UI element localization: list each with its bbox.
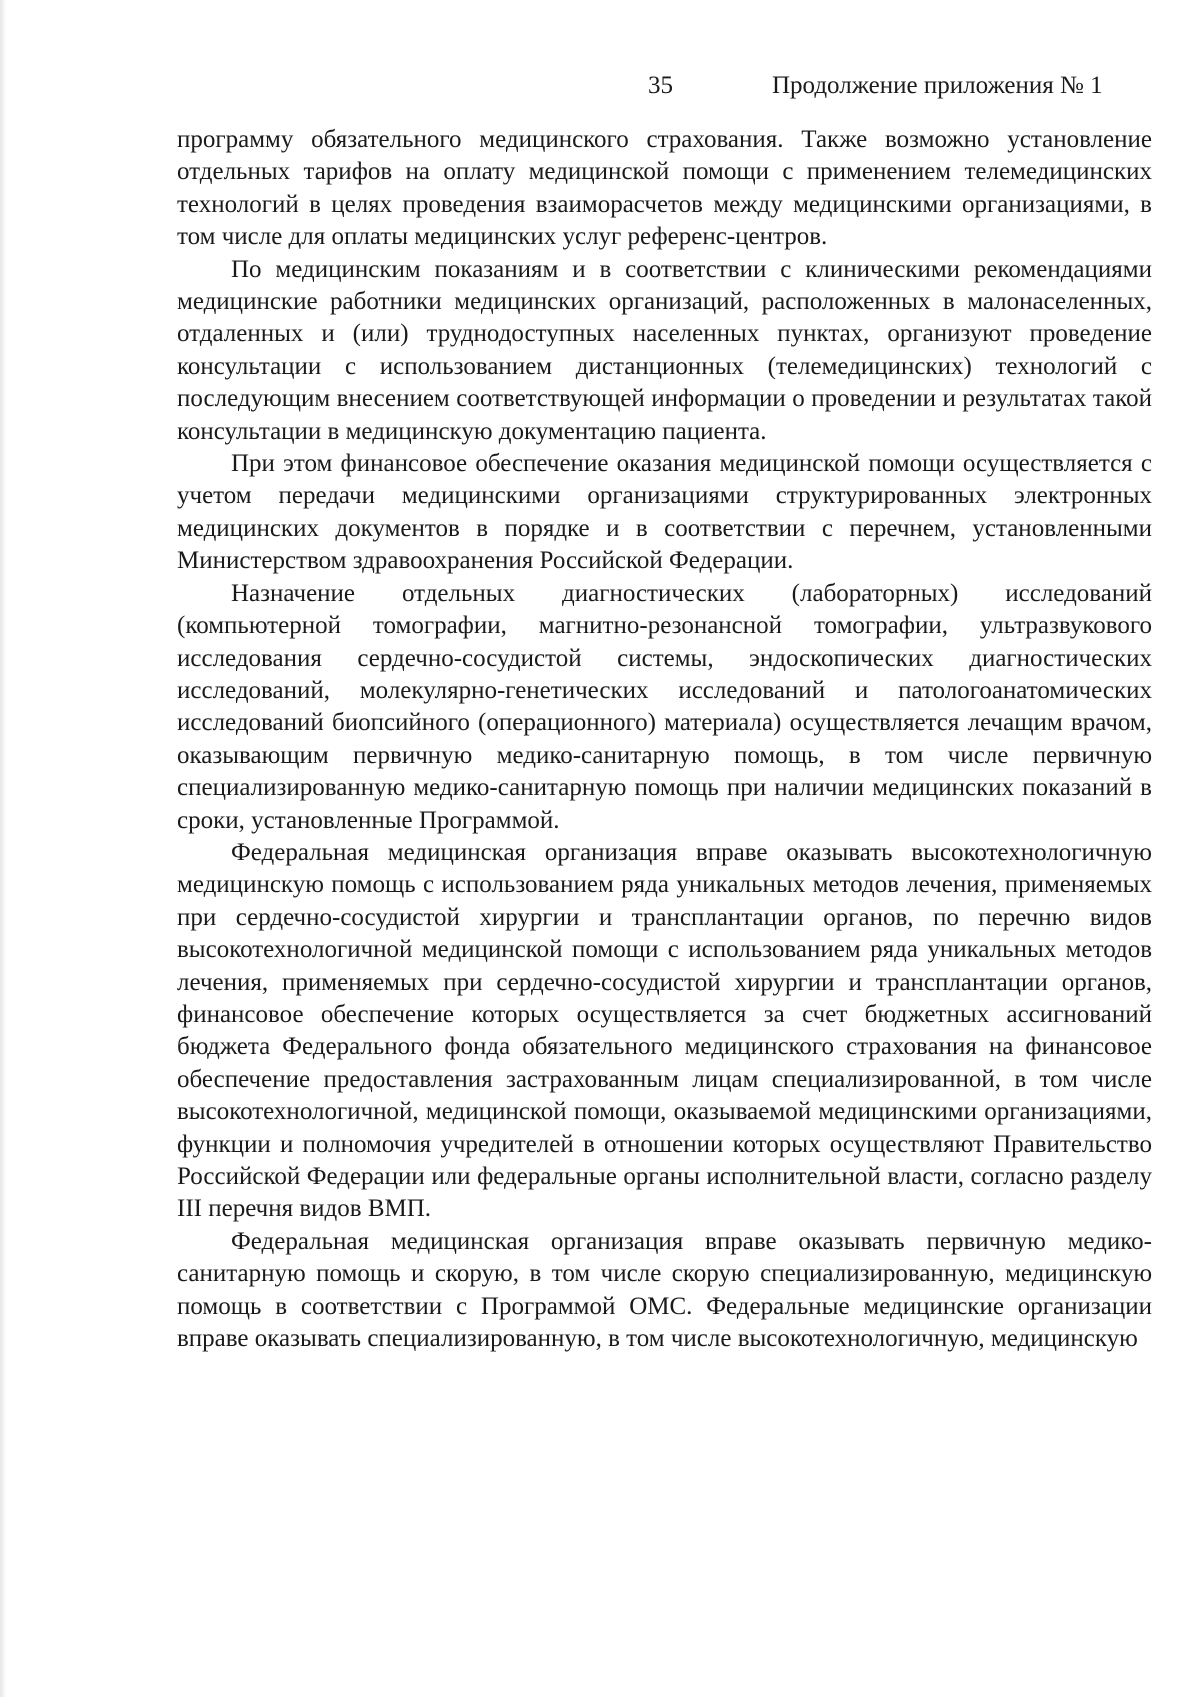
document-body bbox=[177, 124, 1152, 1355]
paragraph-primary-care: Федеральная медицинская организация вправе оказывать первичную медико-санитарную помощь и скорую, в том числе скорую специализированную, медицинскую помощь в соответствии с Программой ОМС. Федеральные медицинские организации вправе оказывать специализированную, в том числе высокотехнологичную, медицинскую bbox=[177, 1227, 1152, 1353]
page-header bbox=[0, 68, 1200, 104]
paragraph-high-tech-care: Федеральная медицинская организация вправе оказывать высокотехнологичную медицинскую помощь с использованием ряда уникальных методов лечения, применяемых при сердечно-сосудистой хирургии и трансплантации органов, по перечню видов высокотехнологичной медицинской помощи с использованием ряда уникальных методов лечения, применяемых при сердечно-сосудистой хирургии и трансплантации органов, финансовое обеспечение которых осуществляется за счет бюджетных ассигнований бюджета Федерального фонда обязательного медицинского страхования на финансовое обеспечение предоставления застрахованным лицам специализированной, в том числе высокотехнологичной, медицинской помощи, оказываемой медицинскими организациями, функции и полномочия учредителей в отношении которых осуществляют Правительство Российской Федерации или федеральные органы исполнительной власти, согласно разделу III перечня видов ВМП. bbox=[177, 838, 1152, 1223]
scan-edge-shadow bbox=[0, 0, 6, 1697]
appendix-continuation-label: Продолжение приложения № 1 bbox=[772, 72, 1103, 99]
paragraph-diagnostic-studies: Назначение отдельных диагностических (лабораторных) исследований (компьютерной томографии, магнитно-резонансной томографии, ультразвукового исследования сердечно-сосудистой системы, эндоскопических диагностических исследований, молекулярно-генетических исследований и патологоанатомических исследований биопсийного (операционного) материала) осуществляется лечащим врачом, оказывающим первичную медико-санитарную помощь, в том числе первичную специализированную медико-санитарную помощь при наличии медицинских показаний в сроки, установленные Программой. bbox=[177, 579, 1152, 834]
paragraph-continuation: программу обязательного медицинского страхования. Также возможно установление отдельных тарифов на оплату медицинской помощи с применением телемедицинских технологий в целях проведения взаиморасчетов между медицинскими организациями, в том числе для оплаты медицинских услуг референс-центров. bbox=[177, 126, 1152, 251]
page-number: 35 bbox=[648, 72, 673, 99]
paragraph-telemedicine-consultations: По медицинским показаниям и в соответствии с клиническими рекомендациями медицинские работники медицинских организаций, расположенных в малонаселенных, отдаленных и (или) труднодоступных населенных пунктах, организуют проведение консультации с использованием дистанционных (телемедицинских) технологий с последующим внесением соответствующей информации о проведении и результатах такой консультации в медицинскую документацию пациента. bbox=[177, 255, 1152, 445]
paragraph-financial-support: При этом финансовое обеспечение оказания медицинской помощи осуществляется с учетом передачи медицинскими организациями структурированных электронных медицинских документов в порядке и в соответствии с перечнем, установленными Министерством здравоохранения Российской Федерации. bbox=[177, 450, 1152, 575]
